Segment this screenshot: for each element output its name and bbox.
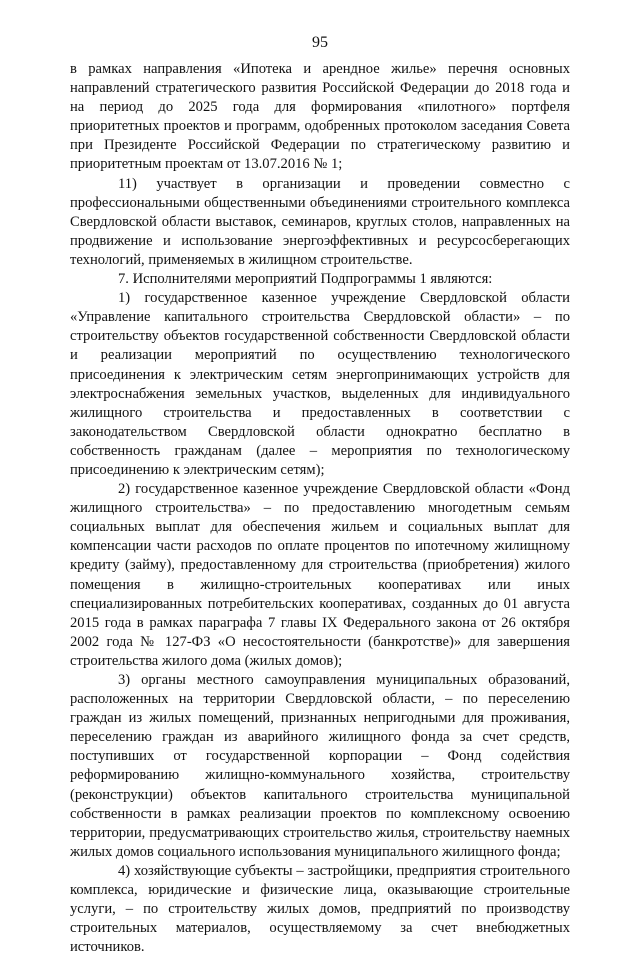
paragraph-item-11-exhibitions: 11) участвует в организации и проведении совместно с профессиональными общественными объединениями строительного комплекса Свердловской области выставок, семинаров, круглых столов, направленных на продвижение и использование энергоэффективных и ресурсосберегающих технологий, применяемых в жилищном строительстве.	[70, 175, 570, 268]
page-number: 95	[312, 34, 328, 51]
paragraph-executor-3-local-government: 3) органы местного самоуправления муниципальных образований, расположенных на территории Свердловской области, – по переселению граждан из жилых помещений, признанных непригодными для проживания, переселению граждан из аварийного жилищного фонда за счет средств, поступивших от государственной корпорации – Фонд содействия реформированию жилищно-коммунального хозяйства, строительству (реконструкции) объектов капитального строительства муниципальной собственности в рамках реализации проектов по комплексному освоению территории, предусматривающих строительство жилья, строительству наемных жилых домов социального использования муниципального жилищного фонда;	[70, 672, 570, 860]
paragraph-executor-4-business-entities: 4) хозяйствующие субъекты – застройщики, предприятия строительного комплекса, юридические и физические лица, оказывающие строительные услуги, – по строительству жилых домов, предприятий по производству строительных материалов, осуществляемому за счет внебюджетных источников.	[70, 862, 570, 956]
paragraph-section-7-heading: 7. Исполнителями мероприятий Подпрограммы 1 являются:	[118, 271, 493, 288]
paragraph-mortgage-direction: в рамках направления «Ипотека и арендное жилье» перечня основных направлений стратегического развития Российской Федерации до 2018 года и на период до 2025 года для формирования «пилотного» портфеля приоритетных проектов и программ, одобренных протоколом заседания Совета при Президенте Российской Федерации по стратегическому развитию и приоритетным проектам от 13.07.2016 № 1;	[70, 61, 570, 173]
document-body	[70, 60, 570, 957]
paragraph-executor-2-housing-fund: 2) государственное казенное учреждение Свердловской области «Фонд жилищного строительства» – по предоставлению многодетным семьям социальных выплат для обеспечения жильем и социальных выплат для компенсации части расходов по оплате процентов по ипотечному жилищному кредиту (займу), предоставленному для строительства (приобретения) жилого помещения в жилищно-строительных кооперативах или иных специализированных потребительских кооперативах, созданных до 01 августа 2015 года в рамках параграфа 7 главы IX Федерального закона от 26 октября 2002 года № 127-ФЗ «О несостоятельности (банкротстве)» для завершения строительства жилого дома (жилых домов);	[70, 481, 570, 669]
paragraph-executor-1-capital-construction: 1) государственное казенное учреждение Свердловской области «Управление капитального строительства Свердловской области» – по строительству объектов государственной собственности Свердловской области и реализации мероприятий по осуществлению технологического присоединения к электрическим сетям энергопринимающих устройств для электроснабжения земельных участков, выделенных для индивидуального жилищного строительства и предоставленных в соответствии с законодательством Свердловской области однократно бесплатно в собственность гражданам (далее – мероприятия по технологическому присоединению к электрическим сетям);	[70, 290, 570, 478]
